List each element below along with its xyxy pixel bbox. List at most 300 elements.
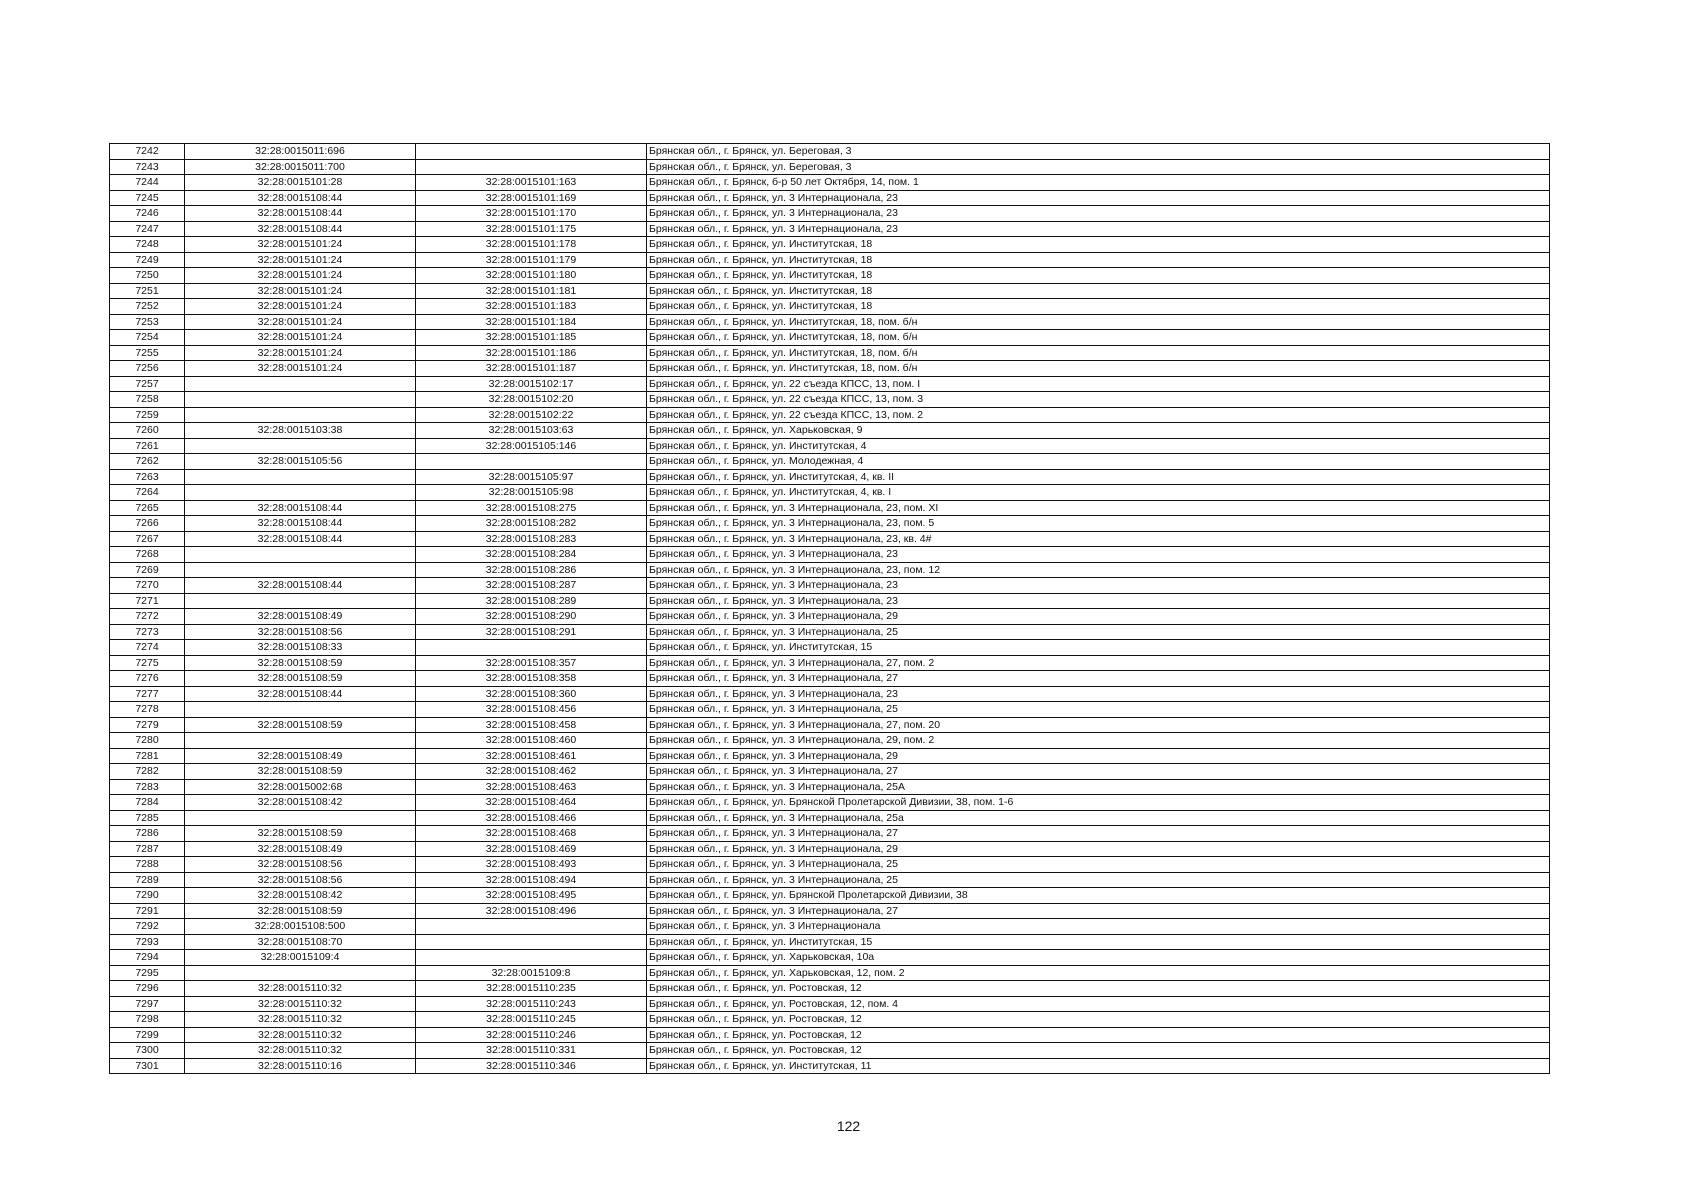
object-cadastral-number-cell: 32:28:0015101:170	[416, 206, 647, 222]
address-cell: Брянская обл., г. Брянск, ул. Ростовская, 12	[647, 1012, 1550, 1028]
row-number-cell: 7282	[110, 764, 185, 780]
address-cell: Брянская обл., г. Брянск, ул. Береговая, 3	[647, 144, 1550, 160]
table-row	[110, 826, 1550, 842]
address-cell: Брянская обл., г. Брянск, ул. Брянской Пролетарской Дивизии, 38	[647, 888, 1550, 904]
address-cell: Брянская обл., г. Брянск, б-р 50 лет Октября, 14, пом. 1	[647, 175, 1550, 191]
land-parcel-cadastral-number-cell: 32:28:0015101:24	[185, 299, 416, 315]
address-cell: Брянская обл., г. Брянск, ул. Институтская, 18	[647, 299, 1550, 315]
table-row	[110, 175, 1550, 191]
row-number-cell: 7260	[110, 423, 185, 439]
table-row	[110, 578, 1550, 594]
object-cadastral-number-cell: 32:28:0015101:184	[416, 314, 647, 330]
row-number-cell: 7259	[110, 407, 185, 423]
table-row	[110, 655, 1550, 671]
row-number-cell: 7296	[110, 981, 185, 997]
object-cadastral-number-cell: 32:28:0015101:185	[416, 330, 647, 346]
land-parcel-cadastral-number-cell: 32:28:0015108:44	[185, 500, 416, 516]
object-cadastral-number-cell: 32:28:0015108:466	[416, 810, 647, 826]
address-cell: Брянская обл., г. Брянск, ул. 3 Интернационала, 23	[647, 221, 1550, 237]
address-cell: Брянская обл., г. Брянск, ул. 3 Интернационала, 27	[647, 903, 1550, 919]
table-row	[110, 934, 1550, 950]
table-row	[110, 454, 1550, 470]
land-parcel-cadastral-number-cell: 32:28:0015101:24	[185, 345, 416, 361]
address-cell: Брянская обл., г. Брянск, ул. Молодежная, 4	[647, 454, 1550, 470]
address-cell: Брянская обл., г. Брянск, ул. Институтская, 18, пом. б/н	[647, 330, 1550, 346]
table-row	[110, 314, 1550, 330]
land-parcel-cadastral-number-cell: 32:28:0015108:44	[185, 190, 416, 206]
table-row	[110, 330, 1550, 346]
address-cell: Брянская обл., г. Брянск, ул. 3 Интернационала, 29	[647, 748, 1550, 764]
row-number-cell: 7266	[110, 516, 185, 532]
address-cell: Брянская обл., г. Брянск, ул. 3 Интернационала, 29	[647, 841, 1550, 857]
land-parcel-cadastral-number-cell: 32:28:0015108:33	[185, 640, 416, 656]
table-row	[110, 423, 1550, 439]
object-cadastral-number-cell: 32:28:0015108:496	[416, 903, 647, 919]
table-row	[110, 237, 1550, 253]
row-number-cell: 7298	[110, 1012, 185, 1028]
land-parcel-cadastral-number-cell: 32:28:0015101:24	[185, 283, 416, 299]
object-cadastral-number-cell: 32:28:0015101:169	[416, 190, 647, 206]
table-row	[110, 562, 1550, 578]
land-parcel-cadastral-number-cell: 32:28:0015108:56	[185, 872, 416, 888]
object-cadastral-number-cell: 32:28:0015108:286	[416, 562, 647, 578]
object-cadastral-number-cell: 32:28:0015108:493	[416, 857, 647, 873]
object-cadastral-number-cell: 32:28:0015101:181	[416, 283, 647, 299]
row-number-cell: 7290	[110, 888, 185, 904]
address-cell: Брянская обл., г. Брянск, ул. Брянской Пролетарской Дивизии, 38, пом. 1-6	[647, 795, 1550, 811]
row-number-cell: 7287	[110, 841, 185, 857]
object-cadastral-number-cell: 32:28:0015105:146	[416, 438, 647, 454]
table-row	[110, 268, 1550, 284]
table-row	[110, 392, 1550, 408]
land-parcel-cadastral-number-cell: 32:28:0015108:59	[185, 717, 416, 733]
row-number-cell: 7293	[110, 934, 185, 950]
row-number-cell: 7268	[110, 547, 185, 563]
object-cadastral-number-cell	[416, 934, 647, 950]
land-parcel-cadastral-number-cell: 32:28:0015108:49	[185, 841, 416, 857]
row-number-cell: 7274	[110, 640, 185, 656]
land-parcel-cadastral-number-cell: 32:28:0015108:500	[185, 919, 416, 935]
object-cadastral-number-cell: 32:28:0015108:290	[416, 609, 647, 625]
land-parcel-cadastral-number-cell: 32:28:0015108:44	[185, 578, 416, 594]
address-cell: Брянская обл., г. Брянск, ул. 3 Интернационала, 25	[647, 702, 1550, 718]
row-number-cell: 7270	[110, 578, 185, 594]
row-number-cell: 7300	[110, 1043, 185, 1059]
table-row	[110, 779, 1550, 795]
land-parcel-cadastral-number-cell	[185, 810, 416, 826]
table-row	[110, 376, 1550, 392]
table-row	[110, 903, 1550, 919]
address-cell: Брянская обл., г. Брянск, ул. 3 Интернационала, 25	[647, 872, 1550, 888]
row-number-cell: 7284	[110, 795, 185, 811]
table-row	[110, 547, 1550, 563]
table-row	[110, 252, 1550, 268]
table-row	[110, 965, 1550, 981]
row-number-cell: 7256	[110, 361, 185, 377]
table-row	[110, 1012, 1550, 1028]
table-row	[110, 888, 1550, 904]
table-row	[110, 919, 1550, 935]
row-number-cell: 7301	[110, 1058, 185, 1074]
address-cell: Брянская обл., г. Брянск, ул. Ростовская, 12	[647, 981, 1550, 997]
row-number-cell: 7271	[110, 593, 185, 609]
row-number-cell: 7277	[110, 686, 185, 702]
land-parcel-cadastral-number-cell: 32:28:0015011:700	[185, 159, 416, 175]
row-number-cell: 7251	[110, 283, 185, 299]
object-cadastral-number-cell: 32:28:0015102:22	[416, 407, 647, 423]
row-number-cell: 7254	[110, 330, 185, 346]
address-cell: Брянская обл., г. Брянск, ул. Институтская, 18	[647, 268, 1550, 284]
object-cadastral-number-cell: 32:28:0015108:468	[416, 826, 647, 842]
table-row	[110, 283, 1550, 299]
land-parcel-cadastral-number-cell: 32:28:0015108:44	[185, 686, 416, 702]
land-parcel-cadastral-number-cell: 32:28:0015110:16	[185, 1058, 416, 1074]
object-cadastral-number-cell: 32:28:0015101:163	[416, 175, 647, 191]
table-row	[110, 206, 1550, 222]
address-cell: Брянская обл., г. Брянск, ул. Институтская, 15	[647, 934, 1550, 950]
object-cadastral-number-cell: 32:28:0015108:495	[416, 888, 647, 904]
object-cadastral-number-cell: 32:28:0015108:458	[416, 717, 647, 733]
object-cadastral-number-cell: 32:28:0015102:17	[416, 376, 647, 392]
table-row	[110, 438, 1550, 454]
row-number-cell: 7294	[110, 950, 185, 966]
page-number: 122	[836, 1118, 861, 1134]
row-number-cell: 7278	[110, 702, 185, 718]
object-cadastral-number-cell: 32:28:0015109:8	[416, 965, 647, 981]
object-cadastral-number-cell: 32:28:0015110:245	[416, 1012, 647, 1028]
row-number-cell: 7273	[110, 624, 185, 640]
address-cell: Брянская обл., г. Брянск, ул. Институтская, 4, кв. I	[647, 485, 1550, 501]
land-parcel-cadastral-number-cell: 32:28:0015108:56	[185, 857, 416, 873]
land-parcel-cadastral-number-cell: 32:28:0015108:42	[185, 888, 416, 904]
registry-table	[109, 143, 1550, 1074]
object-cadastral-number-cell: 32:28:0015105:98	[416, 485, 647, 501]
land-parcel-cadastral-number-cell: 32:28:0015108:49	[185, 609, 416, 625]
address-cell: Брянская обл., г. Брянск, ул. 3 Интернационала, 23	[647, 206, 1550, 222]
address-cell: Брянская обл., г. Брянск, ул. Институтская, 4	[647, 438, 1550, 454]
address-cell: Брянская обл., г. Брянск, ул. Институтская, 18, пом. б/н	[647, 345, 1550, 361]
land-parcel-cadastral-number-cell: 32:28:0015101:24	[185, 252, 416, 268]
row-number-cell: 7280	[110, 733, 185, 749]
table-row	[110, 996, 1550, 1012]
address-cell: Брянская обл., г. Брянск, ул. Институтская, 11	[647, 1058, 1550, 1074]
table-row	[110, 810, 1550, 826]
object-cadastral-number-cell: 32:28:0015108:289	[416, 593, 647, 609]
table-row	[110, 640, 1550, 656]
address-cell: Брянская обл., г. Брянск, ул. 3 Интернационала, 23, пом. 12	[647, 562, 1550, 578]
table-row	[110, 950, 1550, 966]
land-parcel-cadastral-number-cell: 32:28:0015108:44	[185, 221, 416, 237]
land-parcel-cadastral-number-cell: 32:28:0015110:32	[185, 1027, 416, 1043]
address-cell: Брянская обл., г. Брянск, ул. 3 Интернационала, 27, пом. 2	[647, 655, 1550, 671]
table-row	[110, 159, 1550, 175]
object-cadastral-number-cell: 32:28:0015103:63	[416, 423, 647, 439]
object-cadastral-number-cell: 32:28:0015108:284	[416, 547, 647, 563]
land-parcel-cadastral-number-cell	[185, 392, 416, 408]
object-cadastral-number-cell: 32:28:0015108:462	[416, 764, 647, 780]
row-number-cell: 7281	[110, 748, 185, 764]
land-parcel-cadastral-number-cell: 32:28:0015110:32	[185, 996, 416, 1012]
address-cell: Брянская обл., г. Брянск, ул. 22 съезда КПСС, 13, пом. I	[647, 376, 1550, 392]
address-cell: Брянская обл., г. Брянск, ул. 22 съезда КПСС, 13, пом. 3	[647, 392, 1550, 408]
object-cadastral-number-cell: 32:28:0015108:282	[416, 516, 647, 532]
land-parcel-cadastral-number-cell: 32:28:0015103:38	[185, 423, 416, 439]
land-parcel-cadastral-number-cell	[185, 376, 416, 392]
row-number-cell: 7257	[110, 376, 185, 392]
row-number-cell: 7299	[110, 1027, 185, 1043]
row-number-cell: 7269	[110, 562, 185, 578]
address-cell: Брянская обл., г. Брянск, ул. Институтская, 18	[647, 283, 1550, 299]
table-row	[110, 872, 1550, 888]
address-cell: Брянская обл., г. Брянск, ул. 3 Интернационала, 27	[647, 764, 1550, 780]
address-cell: Брянская обл., г. Брянск, ул. 3 Интернационала, 23	[647, 578, 1550, 594]
land-parcel-cadastral-number-cell: 32:28:0015101:24	[185, 314, 416, 330]
land-parcel-cadastral-number-cell: 32:28:0015108:59	[185, 671, 416, 687]
row-number-cell: 7264	[110, 485, 185, 501]
row-number-cell: 7263	[110, 469, 185, 485]
address-cell: Брянская обл., г. Брянск, ул. 3 Интернационала, 23	[647, 593, 1550, 609]
land-parcel-cadastral-number-cell: 32:28:0015108:59	[185, 655, 416, 671]
row-number-cell: 7283	[110, 779, 185, 795]
land-parcel-cadastral-number-cell	[185, 593, 416, 609]
row-number-cell: 7248	[110, 237, 185, 253]
row-number-cell: 7272	[110, 609, 185, 625]
table-row	[110, 1058, 1550, 1074]
land-parcel-cadastral-number-cell	[185, 547, 416, 563]
row-number-cell: 7267	[110, 531, 185, 547]
object-cadastral-number-cell	[416, 159, 647, 175]
address-cell: Брянская обл., г. Брянск, ул. 3 Интернационала, 27	[647, 826, 1550, 842]
land-parcel-cadastral-number-cell: 32:28:0015002:68	[185, 779, 416, 795]
object-cadastral-number-cell: 32:28:0015108:358	[416, 671, 647, 687]
table-row	[110, 299, 1550, 315]
land-parcel-cadastral-number-cell	[185, 562, 416, 578]
land-parcel-cadastral-number-cell: 32:28:0015011:696	[185, 144, 416, 160]
table-row	[110, 593, 1550, 609]
object-cadastral-number-cell: 32:28:0015108:464	[416, 795, 647, 811]
row-number-cell: 7255	[110, 345, 185, 361]
object-cadastral-number-cell: 32:28:0015108:494	[416, 872, 647, 888]
row-number-cell: 7246	[110, 206, 185, 222]
land-parcel-cadastral-number-cell	[185, 469, 416, 485]
land-parcel-cadastral-number-cell: 32:28:0015108:44	[185, 206, 416, 222]
row-number-cell: 7245	[110, 190, 185, 206]
table-row	[110, 1027, 1550, 1043]
table-row	[110, 748, 1550, 764]
row-number-cell: 7286	[110, 826, 185, 842]
table-row	[110, 764, 1550, 780]
address-cell: Брянская обл., г. Брянск, ул. Харьковская, 9	[647, 423, 1550, 439]
address-cell: Брянская обл., г. Брянск, ул. 3 Интернационала, 27	[647, 671, 1550, 687]
address-cell: Брянская обл., г. Брянск, ул. 3 Интернационала, 25а	[647, 810, 1550, 826]
land-parcel-cadastral-number-cell: 32:28:0015105:56	[185, 454, 416, 470]
row-number-cell: 7288	[110, 857, 185, 873]
row-number-cell: 7295	[110, 965, 185, 981]
object-cadastral-number-cell: 32:28:0015108:461	[416, 748, 647, 764]
object-cadastral-number-cell: 32:28:0015101:186	[416, 345, 647, 361]
table-row	[110, 795, 1550, 811]
table-row	[110, 702, 1550, 718]
object-cadastral-number-cell: 32:28:0015108:291	[416, 624, 647, 640]
table-row	[110, 671, 1550, 687]
object-cadastral-number-cell: 32:28:0015110:331	[416, 1043, 647, 1059]
object-cadastral-number-cell: 32:28:0015101:187	[416, 361, 647, 377]
row-number-cell: 7247	[110, 221, 185, 237]
row-number-cell: 7275	[110, 655, 185, 671]
object-cadastral-number-cell: 32:28:0015108:456	[416, 702, 647, 718]
address-cell: Брянская обл., г. Брянск, ул. 3 Интернационала, 23, пом. 5	[647, 516, 1550, 532]
row-number-cell: 7253	[110, 314, 185, 330]
table-row	[110, 857, 1550, 873]
object-cadastral-number-cell: 32:28:0015108:469	[416, 841, 647, 857]
object-cadastral-number-cell: 32:28:0015110:246	[416, 1027, 647, 1043]
land-parcel-cadastral-number-cell: 32:28:0015108:59	[185, 826, 416, 842]
table-row	[110, 485, 1550, 501]
object-cadastral-number-cell: 32:28:0015108:283	[416, 531, 647, 547]
row-number-cell: 7244	[110, 175, 185, 191]
object-cadastral-number-cell: 32:28:0015101:178	[416, 237, 647, 253]
row-number-cell: 7285	[110, 810, 185, 826]
land-parcel-cadastral-number-cell: 32:28:0015108:49	[185, 748, 416, 764]
address-cell: Брянская обл., г. Брянск, ул. 3 Интернационала, 23	[647, 190, 1550, 206]
object-cadastral-number-cell: 32:28:0015110:243	[416, 996, 647, 1012]
object-cadastral-number-cell: 32:28:0015108:275	[416, 500, 647, 516]
row-number-cell: 7261	[110, 438, 185, 454]
row-number-cell: 7243	[110, 159, 185, 175]
address-cell: Брянская обл., г. Брянск, ул. Институтская, 18, пом. б/н	[647, 361, 1550, 377]
address-cell: Брянская обл., г. Брянск, ул. 3 Интернационала, 29	[647, 609, 1550, 625]
table-row	[110, 717, 1550, 733]
land-parcel-cadastral-number-cell: 32:28:0015101:24	[185, 330, 416, 346]
table-row	[110, 981, 1550, 997]
land-parcel-cadastral-number-cell: 32:28:0015109:4	[185, 950, 416, 966]
table-row	[110, 500, 1550, 516]
row-number-cell: 7289	[110, 872, 185, 888]
row-number-cell: 7276	[110, 671, 185, 687]
row-number-cell: 7262	[110, 454, 185, 470]
object-cadastral-number-cell: 32:28:0015108:357	[416, 655, 647, 671]
land-parcel-cadastral-number-cell: 32:28:0015101:24	[185, 361, 416, 377]
row-number-cell: 7249	[110, 252, 185, 268]
address-cell: Брянская обл., г. Брянск, ул. Харьковская, 12, пом. 2	[647, 965, 1550, 981]
table-row	[110, 190, 1550, 206]
table-row	[110, 407, 1550, 423]
object-cadastral-number-cell	[416, 950, 647, 966]
object-cadastral-number-cell	[416, 454, 647, 470]
land-parcel-cadastral-number-cell: 32:28:0015101:24	[185, 237, 416, 253]
object-cadastral-number-cell: 32:28:0015108:460	[416, 733, 647, 749]
object-cadastral-number-cell: 32:28:0015108:360	[416, 686, 647, 702]
land-parcel-cadastral-number-cell: 32:28:0015108:44	[185, 516, 416, 532]
address-cell: Брянская обл., г. Брянск, ул. 3 Интернационала, 25А	[647, 779, 1550, 795]
address-cell: Брянская обл., г. Брянск, ул. 3 Интернационала, 27, пом. 20	[647, 717, 1550, 733]
land-parcel-cadastral-number-cell: 32:28:0015108:56	[185, 624, 416, 640]
table-row	[110, 733, 1550, 749]
row-number-cell: 7291	[110, 903, 185, 919]
land-parcel-cadastral-number-cell: 32:28:0015108:44	[185, 531, 416, 547]
land-parcel-cadastral-number-cell: 32:28:0015110:32	[185, 981, 416, 997]
table-row	[110, 361, 1550, 377]
address-cell: Брянская обл., г. Брянск, ул. Институтская, 18	[647, 252, 1550, 268]
address-cell: Брянская обл., г. Брянск, ул. 3 Интернационала, 23	[647, 547, 1550, 563]
table-row	[110, 516, 1550, 532]
object-cadastral-number-cell: 32:28:0015101:183	[416, 299, 647, 315]
table-row	[110, 609, 1550, 625]
address-cell: Брянская обл., г. Брянск, ул. Институтская, 4, кв. II	[647, 469, 1550, 485]
land-parcel-cadastral-number-cell	[185, 485, 416, 501]
address-cell: Брянская обл., г. Брянск, ул. Ростовская, 12, пом. 4	[647, 996, 1550, 1012]
address-cell: Брянская обл., г. Брянск, ул. 3 Интернационала, 23, кв. 4#	[647, 531, 1550, 547]
object-cadastral-number-cell: 32:28:0015102:20	[416, 392, 647, 408]
table-row	[110, 469, 1550, 485]
row-number-cell: 7292	[110, 919, 185, 935]
object-cadastral-number-cell: 32:28:0015101:175	[416, 221, 647, 237]
land-parcel-cadastral-number-cell	[185, 407, 416, 423]
land-parcel-cadastral-number-cell: 32:28:0015101:28	[185, 175, 416, 191]
address-cell: Брянская обл., г. Брянск, ул. Ростовская, 12	[647, 1027, 1550, 1043]
table-row	[110, 841, 1550, 857]
row-number-cell: 7242	[110, 144, 185, 160]
row-number-cell: 7279	[110, 717, 185, 733]
address-cell: Брянская обл., г. Брянск, ул. 3 Интернационала, 25	[647, 857, 1550, 873]
land-parcel-cadastral-number-cell	[185, 702, 416, 718]
registry-table-body	[110, 144, 1550, 1074]
object-cadastral-number-cell	[416, 640, 647, 656]
object-cadastral-number-cell: 32:28:0015105:97	[416, 469, 647, 485]
land-parcel-cadastral-number-cell: 32:28:0015101:24	[185, 268, 416, 284]
object-cadastral-number-cell	[416, 144, 647, 160]
land-parcel-cadastral-number-cell: 32:28:0015108:59	[185, 764, 416, 780]
object-cadastral-number-cell: 32:28:0015101:179	[416, 252, 647, 268]
object-cadastral-number-cell: 32:28:0015101:180	[416, 268, 647, 284]
table-row	[110, 686, 1550, 702]
address-cell: Брянская обл., г. Брянск, ул. 3 Интернационала	[647, 919, 1550, 935]
table-row	[110, 531, 1550, 547]
address-cell: Брянская обл., г. Брянск, ул. 3 Интернационала, 29, пом. 2	[647, 733, 1550, 749]
table-row	[110, 345, 1550, 361]
object-cadastral-number-cell: 32:28:0015110:235	[416, 981, 647, 997]
land-parcel-cadastral-number-cell	[185, 965, 416, 981]
row-number-cell: 7265	[110, 500, 185, 516]
object-cadastral-number-cell: 32:28:0015108:287	[416, 578, 647, 594]
object-cadastral-number-cell	[416, 919, 647, 935]
row-number-cell: 7252	[110, 299, 185, 315]
address-cell: Брянская обл., г. Брянск, ул. Институтская, 15	[647, 640, 1550, 656]
table-row	[110, 1043, 1550, 1059]
land-parcel-cadastral-number-cell: 32:28:0015108:42	[185, 795, 416, 811]
address-cell: Брянская обл., г. Брянск, ул. Институтская, 18, пом. б/н	[647, 314, 1550, 330]
address-cell: Брянская обл., г. Брянск, ул. 3 Интернационала, 23, пом. XI	[647, 500, 1550, 516]
object-cadastral-number-cell: 32:28:0015108:463	[416, 779, 647, 795]
row-number-cell: 7297	[110, 996, 185, 1012]
land-parcel-cadastral-number-cell: 32:28:0015108:59	[185, 903, 416, 919]
land-parcel-cadastral-number-cell: 32:28:0015110:32	[185, 1043, 416, 1059]
land-parcel-cadastral-number-cell	[185, 438, 416, 454]
table-row	[110, 144, 1550, 160]
object-cadastral-number-cell: 32:28:0015110:346	[416, 1058, 647, 1074]
row-number-cell: 7258	[110, 392, 185, 408]
address-cell: Брянская обл., г. Брянск, ул. 3 Интернационала, 25	[647, 624, 1550, 640]
address-cell: Брянская обл., г. Брянск, ул. Харьковская, 10а	[647, 950, 1550, 966]
table-row	[110, 624, 1550, 640]
land-parcel-cadastral-number-cell: 32:28:0015110:32	[185, 1012, 416, 1028]
table-row	[110, 221, 1550, 237]
address-cell: Брянская обл., г. Брянск, ул. Ростовская, 12	[647, 1043, 1550, 1059]
address-cell: Брянская обл., г. Брянск, ул. Береговая, 3	[647, 159, 1550, 175]
land-parcel-cadastral-number-cell: 32:28:0015108:70	[185, 934, 416, 950]
land-parcel-cadastral-number-cell	[185, 733, 416, 749]
address-cell: Брянская обл., г. Брянск, ул. Институтская, 18	[647, 237, 1550, 253]
